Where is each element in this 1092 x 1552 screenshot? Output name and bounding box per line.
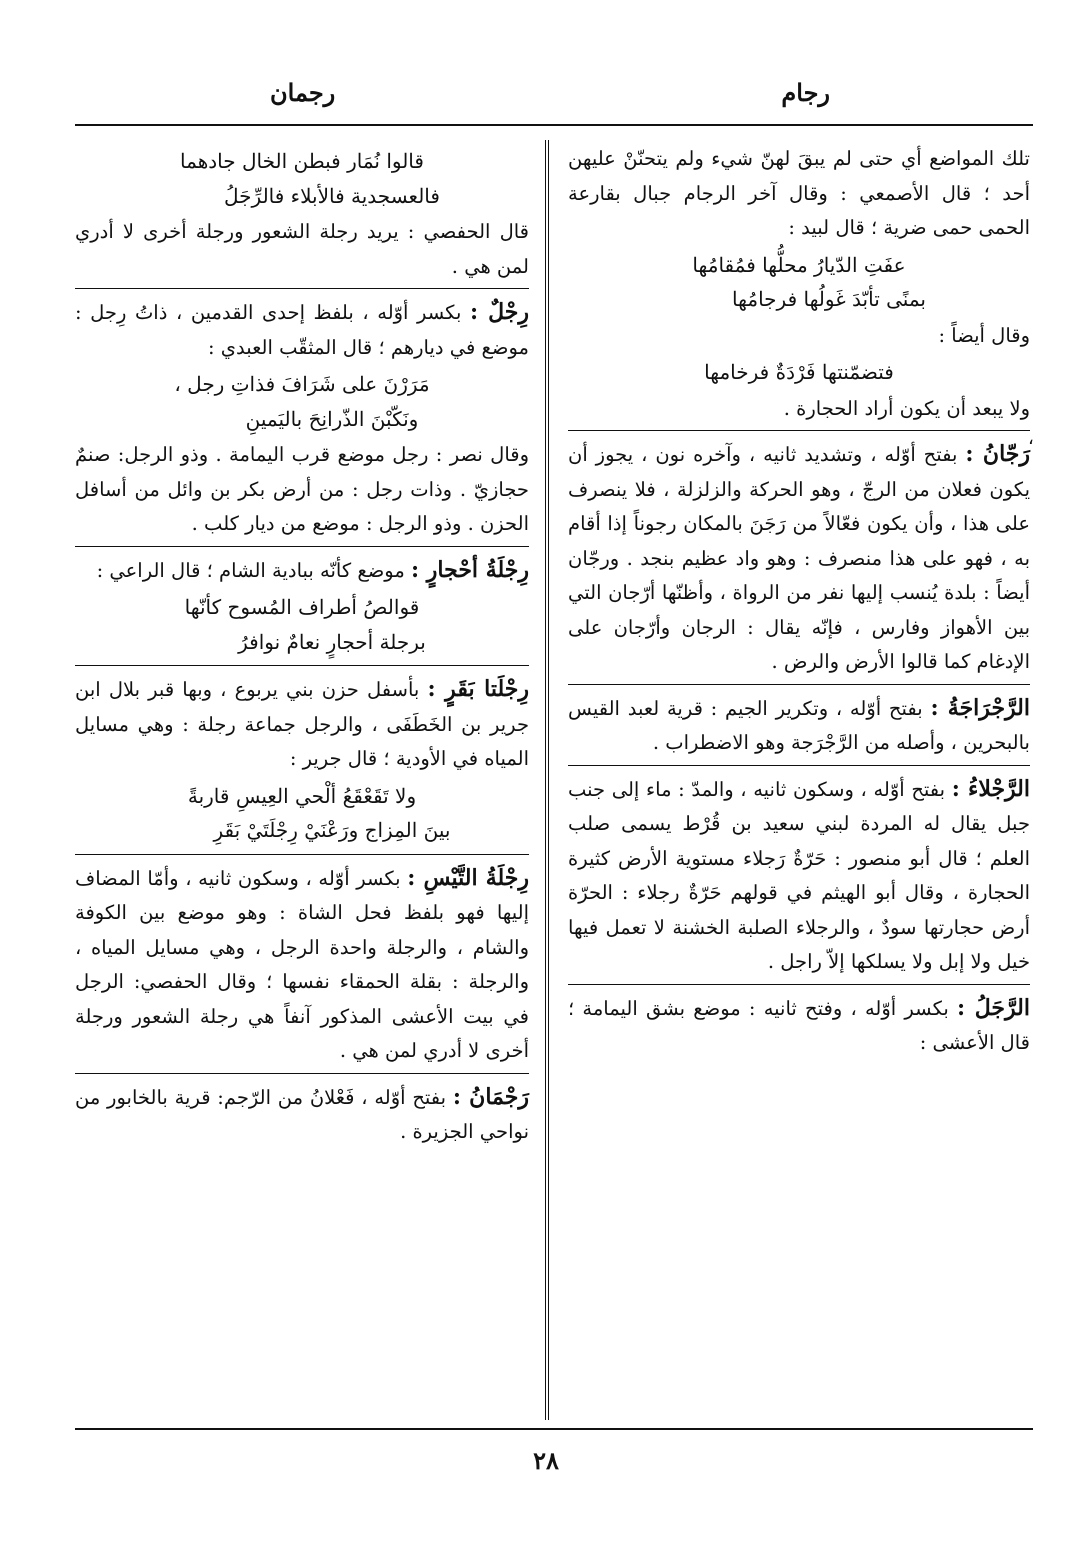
entry-continuation (75, 144, 529, 289)
verse-line: عفَتِ الدّيارُ محلُّها فمُقامُها (692, 252, 906, 277)
page-number: ٢٨ (533, 1446, 559, 1475)
entry-text: بفتح أوّله ، وسكون ثانيه ، والمدّ : ماء إلى جنب جبل يقال له المردة لبني سعيد بن قُرْط يسمى صلب العلم ؛ قال أبو منصور : حَرّةٌ رَجلاء مستوية الأرض كثيرة الحجارة ، وقال أبو الهيثم في قولهم حَرّةٌ رجلاء : الحرّة أرض حجارتها سودٌ ، والرجلاء الصلبة الخشنة لا تعمل فيها خيل ولا إبل ولا يسلكها إلاّ راجل . (568, 777, 1030, 973)
verse (75, 144, 529, 213)
entry-text: بفتح أوّله ، وتشديد ثانيه ، وآخره نون ، يجوز أن يكون فعلان من الرجّ ، وهو الحركة والزلزلة ، فلا ينصرف على هذا ، وأن يكون فعّالاً من رَجَنَ بالمكان رجوناً إذا أقام به ، فهو على هذا منصرف : وهو واد عظيم بنجد . ورجّان أيضاً : بلدة يُنسب إليها نفر من الرواة ، وأظنّها أرّجان التي بين الأهواز وفارس ، فإنّه يقال : الرجان وأرّجان على الإدغام كما قالوا الأرض والرض . (568, 443, 1030, 673)
footer-rule (75, 1428, 1033, 1430)
entry-text: بكسر أوّله ، وسكون ثانيه ، وأمّا المضاف إليها فهو بلفظ فحل الشاة : وهو موضع بين الكوفة والشام ، والرجلة واحدة الرجل ، وهي مسايل المياه ، والرجلة : بقلة الحمقاء نفسها ؛ وقال الحفصي: الرجل في بيت الأعشى المذكور آنفاً هي رجلة الشعور ورجلة أخرى لا أدري لمن هي . (75, 866, 529, 1062)
entry-text: بفتح أوّله ، فَعْلانُ من الرّجم: قرية بالخابور من نواحي الجزيرة . (75, 1085, 529, 1143)
dictionary-entry (75, 861, 529, 1074)
verse-line: ولا تَقَعْقَعُ ألْحي العِيسِ قاربةً (187, 783, 417, 808)
column-divider (545, 140, 549, 1420)
entry-text: بكسر أوّله ، وفتح ثانيه : موضع بشق اليمامة ؛ قال الأعشى : (568, 996, 1030, 1054)
dictionary-entry (568, 437, 1030, 685)
right-column (568, 142, 1030, 1420)
verse (568, 248, 1030, 317)
verse (75, 590, 529, 659)
verse-line: بمنًى تأبّدَ غَولُها فرجامُها (732, 287, 926, 311)
entry-text: وقال أيضاً : (938, 323, 1030, 347)
dictionary-entry (568, 772, 1030, 985)
margin-mark: ، (1028, 428, 1034, 449)
entry-headword: رِجْلٌ : (469, 299, 530, 325)
entry-text: ولا يبعد أن يكون أراد الحجارة . (783, 396, 1030, 420)
entry-text: تلك المواضع أي حتى لم يبقَ لهنّ شيء ولم يتحنّنْ عليهن أحد ؛ قال الأصمعي : وقال آخر الرجام جبال بقارعة الحمى حمى ضرية ؛ قال لبيد : (568, 147, 1030, 239)
dictionary-entry (568, 991, 1030, 1063)
verse (75, 779, 529, 848)
entry-headword: رِجْلَةُ التَّيْسِ : (407, 864, 529, 891)
dictionary-entry (75, 672, 529, 855)
running-header-left: رجمان (270, 78, 336, 107)
left-column (75, 142, 529, 1420)
verse-line: مَرَرْنَ على شَرَافَ فذاتِ رجل ، (174, 372, 430, 396)
entry-text: بأسفل حزن بني يربوع ، وبها قبر بلال ابن جرير بن الخَطَفَى ، والرجل جماعة رجلة : وهي مسايل المياه في الأودية ؛ قال جرير : (75, 678, 529, 770)
entry-text: وقال نصر : رجل موضع قرب اليمامة . وذو الرجل: صنمٌ حجازيّ . وذات رجل : من أرض بكر بن وائل من أسافل الحزن . وذو الرجل : موضع من ديار كلب . (75, 443, 529, 535)
verse-line: ونَكّبْنَ الذّرانِحَ باليَمينِ (245, 406, 419, 431)
verse-line: قوالصُ أطراف المُسوح كأنّها (184, 595, 420, 619)
dictionary-entry (75, 1080, 529, 1152)
entry-headword: رَجْمَانُ : (452, 1083, 529, 1110)
verse (568, 355, 1030, 390)
entry-headword: الرَّجْرَاجَةُ : (930, 694, 1030, 721)
dictionary-entry (75, 553, 529, 667)
entry-text: موضع كأنّه ببادية الشام ؛ قال الراعي : (96, 558, 405, 582)
verse-line: قالوا نُمَار فبطن الخال جادهما (180, 149, 424, 173)
entry-text: بفتح أوّله ، وتكرير الجيم : قرية لعبد القيس بالبحرين ، وأصله من الرَّجْرَجة وهو الاضطراب . (568, 696, 1030, 754)
entry-continuation (568, 142, 1030, 431)
entry-headword: رَجّانُ : (965, 441, 1030, 467)
running-header-right: رجام (781, 78, 830, 107)
verse-line: برجلة أحجارٍ نعامٌ نوافرُ (238, 629, 426, 654)
entry-headword: الرَّجْلاءُ : (951, 775, 1030, 802)
dictionary-entry (568, 691, 1030, 766)
verse (75, 367, 529, 436)
verse-line: فتضمّنتها فَرْدَةٌ فرخامها (704, 360, 894, 384)
entry-text: قال الحفصي : يريد رجلة الشعور ورجلة أخرى لا أدري لمن هي . (75, 220, 529, 278)
dictionary-entry (75, 295, 529, 547)
entry-text: بكسر أوّله ، بلفظ إحدى القدمين ، ذاتُ رِجل : موضع في ديارهم ؛ قال المثقّب العبدي : (75, 301, 529, 359)
entry-headword: رِجْلَةُ أحْجارٍ : (411, 556, 529, 583)
verse-line: فالعسجدية فالأبلاء فالرِّجَلُ (224, 183, 440, 208)
entry-headword: رِجْلَتا بَقَرٍ : (427, 676, 530, 702)
entry-headword: الرَّجَلُ : (956, 994, 1030, 1021)
header-rule (75, 124, 1033, 126)
verse-line: بينَ المِزاج ورَعْنَيْ رِجْلَتَيْ بَقَرِ (213, 818, 451, 842)
